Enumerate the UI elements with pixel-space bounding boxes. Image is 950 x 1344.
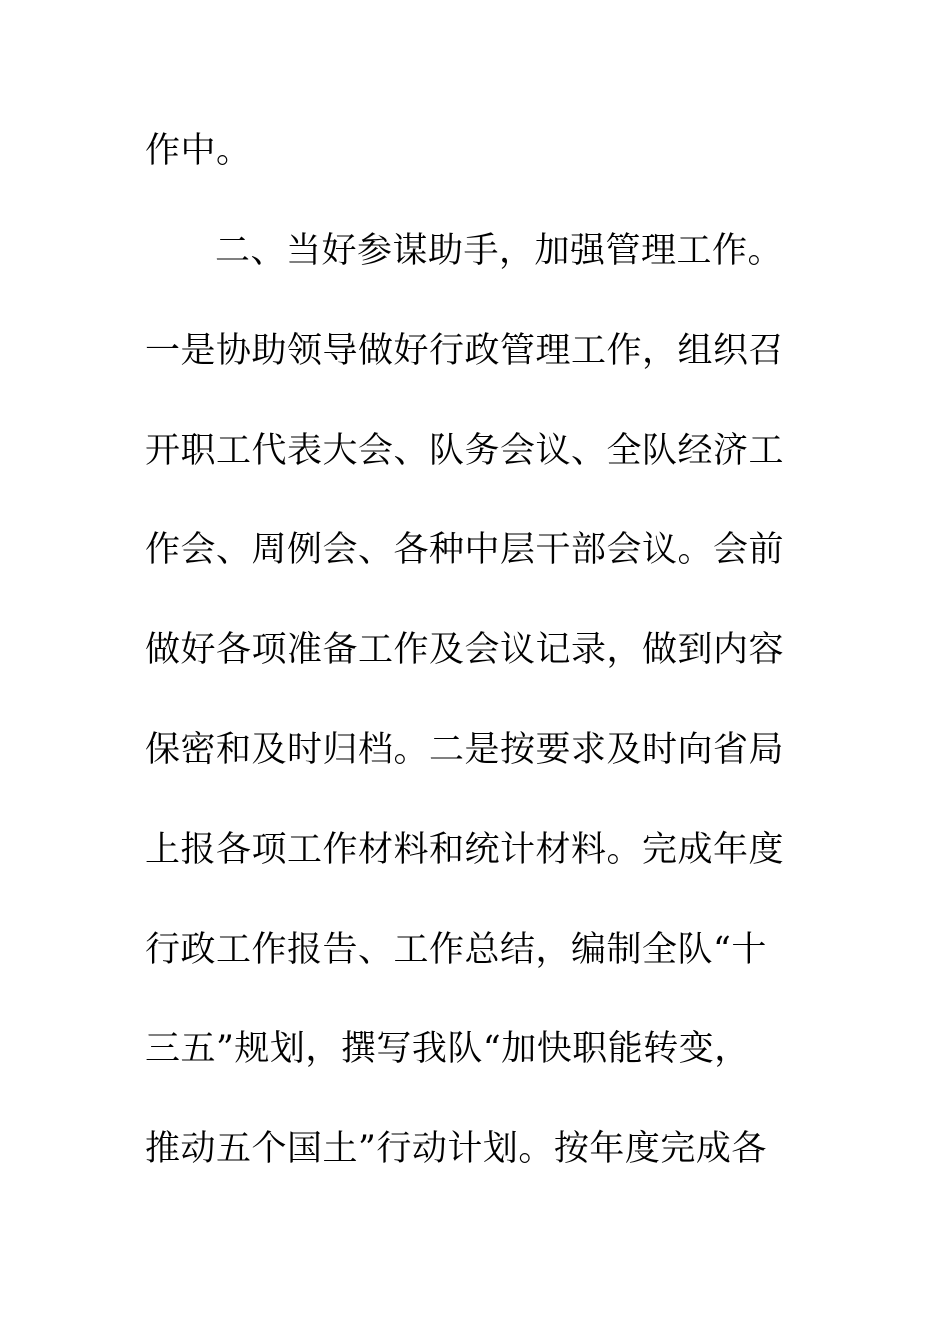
text-line-9: 行政工作报告、工作总结，编制全队“十 [145,930,767,970]
text-line-8: 上报各项工作材料和统计材料。完成年度 [145,830,785,870]
text-line-11: 推动五个国土”行动计划。按年度完成各 [145,1129,767,1169]
section-heading: 二、当好参谋助手，加强管理工作。 [215,231,784,271]
text-line-6: 做好各项准备工作及会议记录，做到内容 [145,630,785,670]
text-line-4: 开职工代表大会、队务会议、全队经济工 [145,431,785,471]
text-line-7: 保密和及时归档。二是按要求及时向省局 [145,730,785,770]
text-line-3: 一是协助领导做好行政管理工作，组织召 [145,331,785,371]
text-line-10: 三五”规划，撰写我队“加快职能转变， [145,1029,750,1069]
text-line-1: 作中。 [145,131,252,171]
text-line-5: 作会、周例会、各种中层干部会议。会前 [145,530,785,570]
